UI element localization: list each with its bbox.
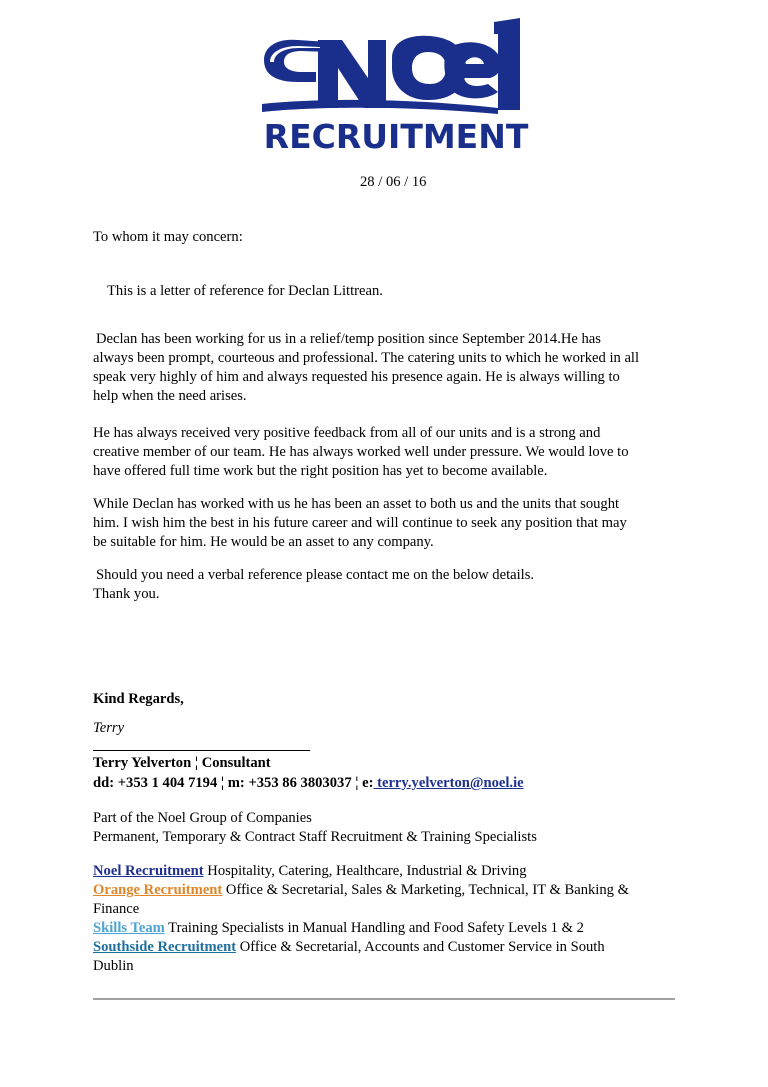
company-desc: Hospitality, Catering, Healthcare, Industrial & Driving bbox=[203, 863, 527, 879]
company-skills bbox=[93, 919, 693, 938]
closing-text: Kind Regards, bbox=[93, 691, 184, 707]
paragraph-2 bbox=[93, 424, 693, 481]
company-orange bbox=[93, 881, 693, 900]
paragraph-3-line: While Declan has worked with us he has been an asset to both us and the units that sought bbox=[93, 496, 620, 512]
company-link-skills[interactable]: Skills Team bbox=[93, 920, 165, 936]
company-desc: Training Specialists in Manual Handling and Food Safety Levels 1 & 2 bbox=[164, 920, 584, 936]
company-link-southside[interactable]: Southside Recruitment bbox=[93, 939, 237, 955]
letter-date: 28 / 06 / 16 bbox=[360, 174, 427, 190]
closing bbox=[93, 690, 693, 709]
company-desc: Office & Secretarial, Accounts and Customer Service in South bbox=[236, 939, 605, 955]
signature-line bbox=[93, 750, 310, 751]
noel-recruitment-logo bbox=[258, 18, 534, 154]
signer-block bbox=[93, 754, 693, 773]
logo-tagline: RECRUITMENT bbox=[263, 117, 529, 154]
intro-line: This is a letter of reference for Declan Littrean. bbox=[107, 283, 383, 299]
email-link[interactable]: terry.yelverton@noel.ie bbox=[373, 775, 524, 791]
company-desc: Office & Secretarial, Sales & Marketing, Technical, IT & Banking & bbox=[222, 882, 629, 898]
company-noel bbox=[93, 862, 693, 881]
paragraph-3-line: be suitable for him. He would be an asset to any company. bbox=[93, 534, 434, 550]
paragraph-4 bbox=[93, 566, 693, 604]
signature-name: Terry bbox=[93, 720, 125, 736]
footer-divider bbox=[93, 998, 675, 1000]
paragraph-1-line: speak very highly of him and always requested his presence again. He is always willing to bbox=[93, 369, 620, 385]
company-link-noel[interactable]: Noel Recruitment bbox=[93, 863, 204, 879]
paragraph-3 bbox=[93, 495, 693, 552]
company-desc-continued: Finance bbox=[93, 901, 140, 917]
paragraph-1-line: Declan has been working for us in a relief/temp position since September 2014.He has bbox=[96, 331, 601, 347]
paragraph-2-line: creative member of our team. He has always worked well under pressure. We would love to bbox=[93, 444, 629, 460]
paragraph-2-line: He has always received very positive feedback from all of our units and is a strong and bbox=[93, 425, 601, 441]
paragraph-1 bbox=[93, 330, 696, 406]
group-info bbox=[93, 809, 693, 847]
paragraph-1-line: help when the need arises. bbox=[93, 388, 247, 404]
group-line: Permanent, Temporary & Contract Staff Recruitment & Training Specialists bbox=[93, 829, 537, 845]
contact-line bbox=[93, 774, 693, 793]
company-southside bbox=[93, 938, 693, 957]
company-desc-continued: Dublin bbox=[93, 958, 134, 974]
group-line: Part of the Noel Group of Companies bbox=[93, 810, 312, 826]
company-link-orange[interactable]: Orange Recruitment bbox=[93, 882, 223, 898]
signer-title: Terry Yelverton ¦ Consultant bbox=[93, 755, 271, 771]
paragraph-1-line: always been prompt, courteous and professional. The catering units to which he worked in all bbox=[93, 350, 640, 366]
salutation: To whom it may concern: bbox=[93, 229, 243, 245]
companies-list bbox=[93, 862, 693, 976]
paragraph-3-line: him. I wish him the best in his future career and will continue to seek any position that may bbox=[93, 515, 627, 531]
paragraph-4-line: Should you need a verbal reference please contact me on the below details. bbox=[96, 567, 535, 583]
paragraph-2-line: have offered full time work but the right position has yet to become available. bbox=[93, 463, 548, 479]
paragraph-4-line: Thank you. bbox=[93, 586, 160, 602]
contact-details: dd: +353 1 404 7194 ¦ m: +353 86 3803037 ¦ e: bbox=[93, 775, 374, 791]
